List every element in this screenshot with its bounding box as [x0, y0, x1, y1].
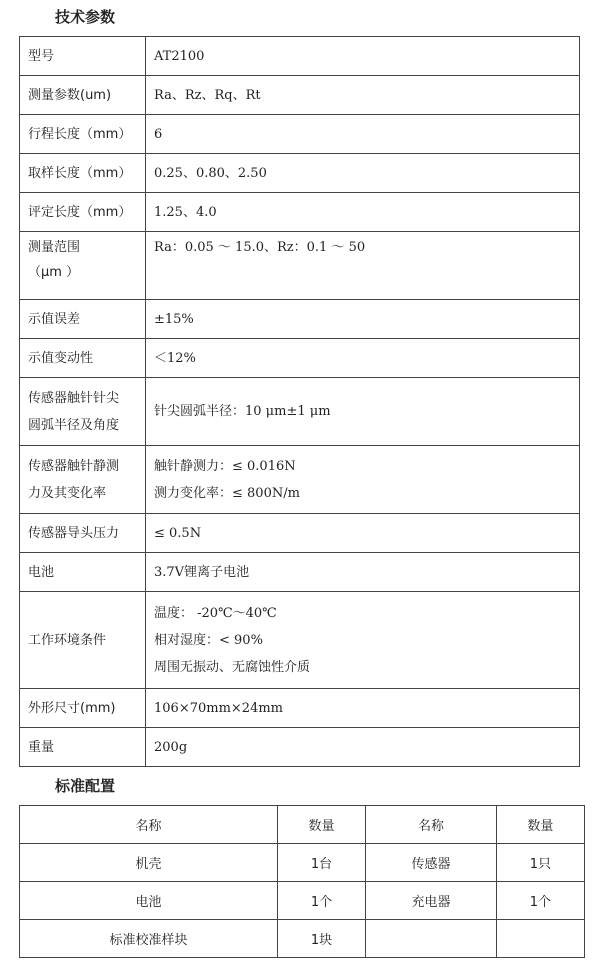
spec-label: 示值变动性	[20, 339, 146, 378]
table-row	[20, 115, 580, 154]
spec-value: AT2100	[146, 37, 580, 76]
table-header-row	[20, 806, 585, 844]
table-cell: 1个	[496, 882, 584, 920]
table-row	[20, 514, 580, 553]
table-cell: 1块	[277, 920, 365, 958]
column-header: 名称	[20, 806, 278, 844]
spec-label	[20, 378, 146, 446]
spec-value: 0.25、0.80、2.50	[146, 154, 580, 193]
spec-value: 200g	[146, 728, 580, 767]
table-cell: 1只	[496, 844, 584, 882]
table-row	[20, 728, 580, 767]
column-header: 名称	[366, 806, 497, 844]
spec-value: ±15%	[146, 300, 580, 339]
column-header: 数量	[277, 806, 365, 844]
table-row	[20, 920, 585, 958]
table-row	[20, 339, 580, 378]
table-row	[20, 378, 580, 446]
spec-value-line: 触针静测力：≤ 0.016N	[154, 458, 296, 474]
spec-value	[146, 446, 580, 514]
spec-value-line: 周围无振动、无腐蚀性介质	[154, 659, 311, 675]
spec-label: 测量参数(um)	[20, 76, 146, 115]
spec-label-line: 力及其变化率	[28, 485, 107, 501]
spec-label	[20, 232, 146, 300]
spec-label: 型号	[20, 37, 146, 76]
spec-value: 6	[146, 115, 580, 154]
table-row	[20, 193, 580, 232]
config-section-title: 标准配置	[55, 777, 116, 795]
spec-label-line: 圆弧半径及角度	[28, 417, 120, 433]
spec-label: 取样长度（mm）	[20, 154, 146, 193]
spec-value	[146, 592, 580, 689]
table-cell: 1台	[277, 844, 365, 882]
table-row	[20, 300, 580, 339]
table-cell: 标准校准样块	[20, 920, 278, 958]
spec-value-line: 温度： -20℃～40℃	[154, 605, 277, 621]
spec-label: 电池	[20, 553, 146, 592]
specs-section-title: 技术参数	[55, 8, 116, 26]
table-row	[20, 689, 580, 728]
table-row	[20, 882, 585, 920]
table-row	[20, 76, 580, 115]
spec-label-line: 传感器触针针尖	[28, 390, 120, 406]
table-cell	[366, 920, 497, 958]
spec-value: 针尖圆弧半径：10 μm±1 μm	[146, 378, 580, 446]
spec-value-line: 相对湿度：< 90%	[154, 632, 263, 648]
table-row	[20, 37, 580, 76]
spec-label: 传感器导头压力	[20, 514, 146, 553]
spec-label: 外形尺寸(mm)	[20, 689, 146, 728]
spec-label: 行程长度（mm）	[20, 115, 146, 154]
spec-value: ≤ 0.5N	[146, 514, 580, 553]
table-row	[20, 232, 580, 300]
spec-value: ＜12%	[146, 339, 580, 378]
spec-label-line: 传感器触针静测	[28, 458, 120, 474]
table-row	[20, 154, 580, 193]
table-cell: 1个	[277, 882, 365, 920]
spec-value: Ra、Rz、Rq、Rt	[146, 76, 580, 115]
table-row	[20, 592, 580, 689]
table-cell	[496, 920, 584, 958]
table-row	[20, 553, 580, 592]
spec-label: 重量	[20, 728, 146, 767]
spec-label: 评定长度（mm）	[20, 193, 146, 232]
table-row	[20, 446, 580, 514]
specs-table	[19, 36, 580, 767]
config-table	[19, 805, 585, 958]
table-cell: 充电器	[366, 882, 497, 920]
table-row	[20, 844, 585, 882]
spec-label-line: （μm ）	[28, 265, 80, 280]
table-cell: 机壳	[20, 844, 278, 882]
spec-label-line: 测量范围	[28, 240, 81, 255]
spec-label: 示值误差	[20, 300, 146, 339]
table-cell: 传感器	[366, 844, 497, 882]
spec-value: 1.25、4.0	[146, 193, 580, 232]
spec-label: 工作环境条件	[20, 592, 146, 689]
spec-value: 106×70mm×24mm	[146, 689, 580, 728]
spec-value-line: 测力变化率：≤ 800N/m	[154, 485, 300, 501]
spec-label	[20, 446, 146, 514]
spec-value: Ra：0.05 ～ 15.0、Rz：0.1 ～ 50	[146, 232, 580, 300]
spec-value: 3.7V锂离子电池	[146, 553, 580, 592]
column-header: 数量	[496, 806, 584, 844]
table-cell: 电池	[20, 882, 278, 920]
